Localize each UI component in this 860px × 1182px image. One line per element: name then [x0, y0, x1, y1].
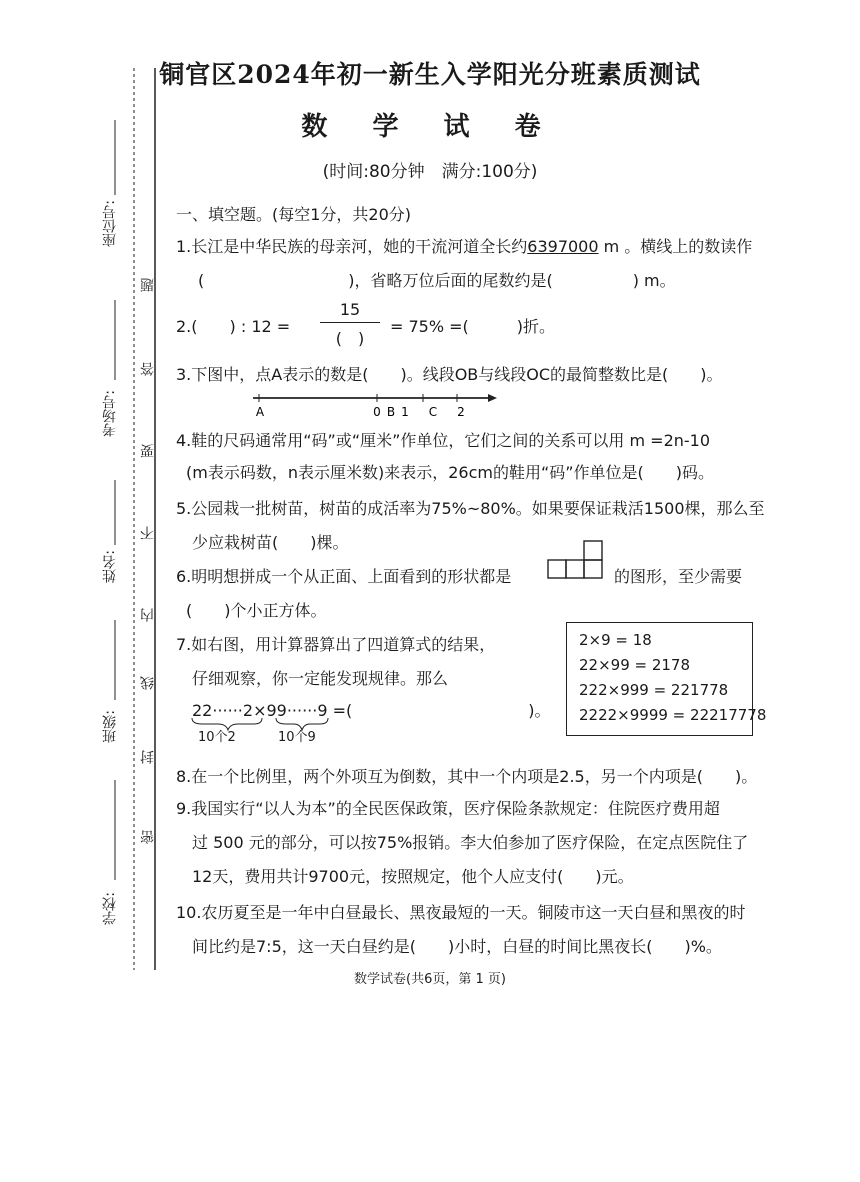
axis-label-a: A: [255, 405, 265, 419]
question-7-line-2: 仔细观察，你一定能发现规律。那么: [192, 669, 449, 688]
q2-fraction[interactable]: [320, 300, 380, 349]
axis-label-c: C: [428, 405, 438, 419]
question-3-line-1[interactable]: 3.下图中，点A表示的数是( )。线段OB与线段OC的最简整数比是( )。: [176, 365, 723, 384]
question-4-line-2[interactable]: (m表示码数，n表示厘米数)来表示，26cm的鞋用“码”作单位是( )码。: [186, 463, 715, 482]
question-2-part-b[interactable]: = 75% =( )折。: [390, 317, 556, 336]
seal-char: 题: [140, 278, 156, 292]
question-2-part-a[interactable]: 2.( ) : 12 =: [176, 317, 291, 336]
question-7-line-1: 7.如右图，用计算器算出了四道算式的结果，: [176, 635, 496, 654]
school-label: 学校:: [102, 892, 118, 925]
question-9-line-3[interactable]: 12天，费用共计9700元，按照规定，他个人应支付( )元。: [192, 867, 634, 886]
q7-brace-label-b: 10个9: [278, 730, 316, 745]
q1-text-b: m 。横线上的数读作: [598, 237, 753, 256]
q2-fraction-denominator: ( ): [335, 329, 365, 348]
q7-expr-a: 22······2: [192, 701, 254, 720]
name-label: 姓名:: [102, 550, 118, 583]
seal-char: 密: [140, 830, 156, 844]
q7-expr-times: ×: [253, 701, 267, 720]
question-6-line-1b: 的图形，至少需要: [614, 567, 743, 586]
question-5-line-2[interactable]: 少应栽树苗( )棵。: [192, 533, 349, 552]
q2-fraction-bar: [320, 322, 380, 323]
q2-fraction-numerator: 15: [339, 300, 361, 319]
question-1-line-2[interactable]: ( )，省略万位后面的尾数约是( ) m。: [198, 271, 676, 290]
calc-row: 22×99 = 2178: [579, 656, 691, 674]
q1-number: 6397000: [527, 237, 599, 256]
axis-label-0: 0: [373, 405, 381, 419]
axis-label-1: 1: [401, 405, 409, 419]
section-heading: 一、填空题。(每空1分，共20分): [176, 205, 412, 224]
question-6-line-1a: 6.明明想拼成一个从正面、上面看到的形状都是: [176, 567, 512, 586]
q7-expr-eq: =( )。: [332, 701, 551, 720]
exam-meta: (时间:80分钟 满分:100分): [322, 162, 538, 182]
exam-room-label: 考场号:: [102, 390, 118, 437]
question-10-line-1: 10.农历夏至是一年中白昼最长、黑夜最短的一天。铜陵市这一天白昼和黑夜的时: [176, 903, 746, 922]
seal-char: 线: [140, 676, 156, 690]
page-footer: 数学试卷(共6页，第 1 页): [354, 972, 506, 987]
q1-text-a: 1.长江是中华民族的母亲河，她的干流河道全长约: [176, 237, 528, 256]
question-8-line-1[interactable]: 8.在一个比例里，两个外项互为倒数，其中一个内项是2.5，另一个内项是( )。: [176, 767, 758, 786]
calculator-results-box: [566, 622, 767, 736]
q7-expr-b: 99······9: [266, 701, 328, 720]
question-5-line-1: 5.公园栽一批树苗，树苗的成活率为75%~80%。如果要保证栽活1500棵，那么至: [176, 499, 765, 518]
cube-shape-figure: [544, 540, 606, 580]
axis-label-b: B: [386, 405, 396, 419]
question-6-line-2[interactable]: ( )个小正方体。: [186, 601, 327, 620]
seal-char: 内: [140, 608, 156, 622]
question-1-line-1: [176, 234, 752, 257]
calc-row: 2222×9999 = 22217778: [579, 706, 767, 724]
calc-row: 222×999 = 221778: [579, 681, 729, 699]
seal-char: 答: [140, 362, 156, 376]
exam-title: 铜官区2024年初一新生入学阳光分班素质测试: [159, 60, 701, 89]
question-9-line-2: 过 500 元的部分，可以按75%报销。李大伯参加了医疗保险，在定点医院住了: [192, 833, 749, 852]
q7-brace-label-a: 10个2: [198, 730, 236, 745]
exam-subtitle: 数 学 试 卷: [301, 112, 559, 142]
axis-label-2: 2: [457, 405, 465, 419]
seal-char: 封: [140, 750, 156, 764]
question-9-line-1: 9.我国实行“以人为本”的全民医保政策，医疗保险条款规定：住院医疗费用超: [176, 799, 720, 818]
seal-char: 要: [140, 444, 156, 458]
seal-char: 不: [140, 526, 156, 540]
class-label: 班级:: [102, 710, 118, 743]
calc-row: 2×9 = 18: [579, 631, 652, 649]
seat-number-label: 座位号:: [102, 200, 118, 247]
question-4-line-1: 4.鞋的尺码通常用“码”或“厘米”作单位，它们之间的关系可以用 m =2n-10: [176, 431, 711, 450]
number-line: [245, 388, 505, 422]
question-10-line-2[interactable]: 间比约是7:5，这一天白昼约是( )小时，白昼的时间比黑夜长( )%。: [192, 937, 722, 956]
